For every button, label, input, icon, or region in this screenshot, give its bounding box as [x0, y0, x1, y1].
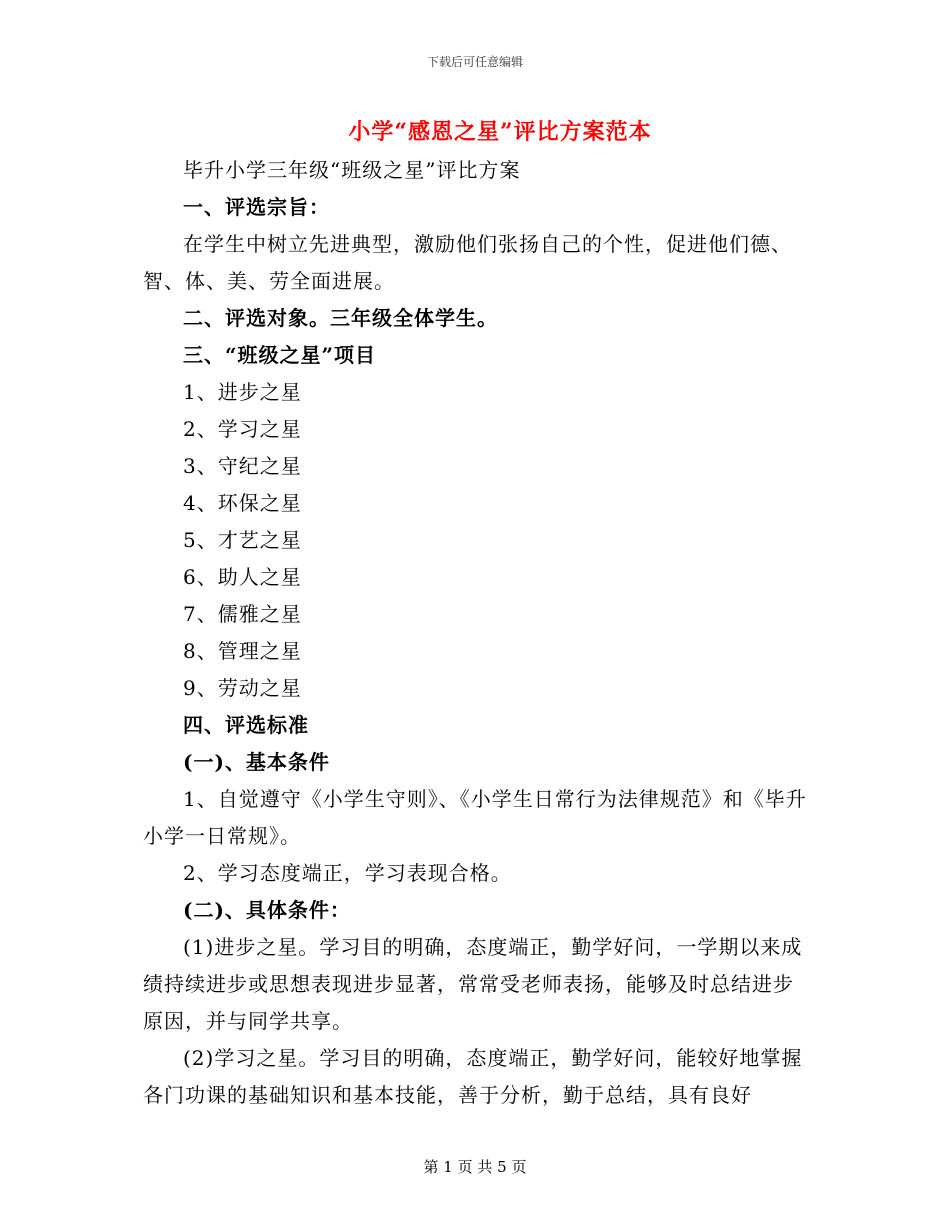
specific-condition-2: (2)学习之星。学习目的明确，态度端正，勤学好问，能较好地掌握各门功课的基础知识和基本技能，善于分析，勤于总结，具有良好 — [143, 1046, 803, 1107]
list-item: 9、劳动之星 — [183, 676, 302, 700]
subsection-heading-basic: (一)、基本条件 — [183, 750, 330, 774]
list-item: 6、助人之星 — [183, 565, 302, 589]
document-body — [143, 152, 813, 1114]
section-heading-target: 二、评选对象。三年级全体学生。 — [183, 306, 498, 330]
list-item: 8、管理之星 — [183, 639, 302, 663]
page-footer: 第 1 页 共 5 页 — [423, 1158, 527, 1176]
subsection-heading-specific: (二)、具体条件： — [183, 898, 351, 922]
list-item: 7、儒雅之星 — [183, 602, 302, 626]
purpose-paragraph: 在学生中树立先进典型，激励他们张扬自己的个性，促进他们德、智、体、美、劳全面进展。 — [143, 232, 792, 293]
header-note: 下载后可任意编辑 — [426, 55, 523, 69]
list-item: 3、守纪之星 — [183, 454, 302, 478]
section-heading-purpose: 一、评选宗旨： — [183, 195, 330, 219]
list-item: 4、环保之星 — [183, 491, 302, 515]
section-heading-items: 三、“班级之星”项目 — [183, 343, 377, 367]
specific-condition-1: (1)进步之星。学习目的明确，态度端正，勤学好问，一学期以来成绩持续进步或思想表现进步显著，常常受老师表扬，能够及时总结进步原因，并与同学共享。 — [143, 935, 803, 1033]
list-item: 5、才艺之星 — [183, 528, 302, 552]
basic-condition-2: 2、学习态度端正，学习表现合格。 — [183, 861, 512, 885]
list-item: 2、学习之星 — [183, 417, 302, 441]
document-title: 小学“感恩之星”评比方案范本 — [348, 119, 652, 145]
list-item: 1、进步之星 — [183, 380, 302, 404]
section-heading-criteria: 四、评选标准 — [183, 713, 309, 737]
subtitle-paragraph: 毕升小学三年级“班级之星”评比方案 — [183, 158, 521, 182]
basic-condition-1: 1、自觉遵守《小学生守则》、《小学生日常行为法律规范》和《毕升小学一日常规》。 — [143, 787, 807, 848]
